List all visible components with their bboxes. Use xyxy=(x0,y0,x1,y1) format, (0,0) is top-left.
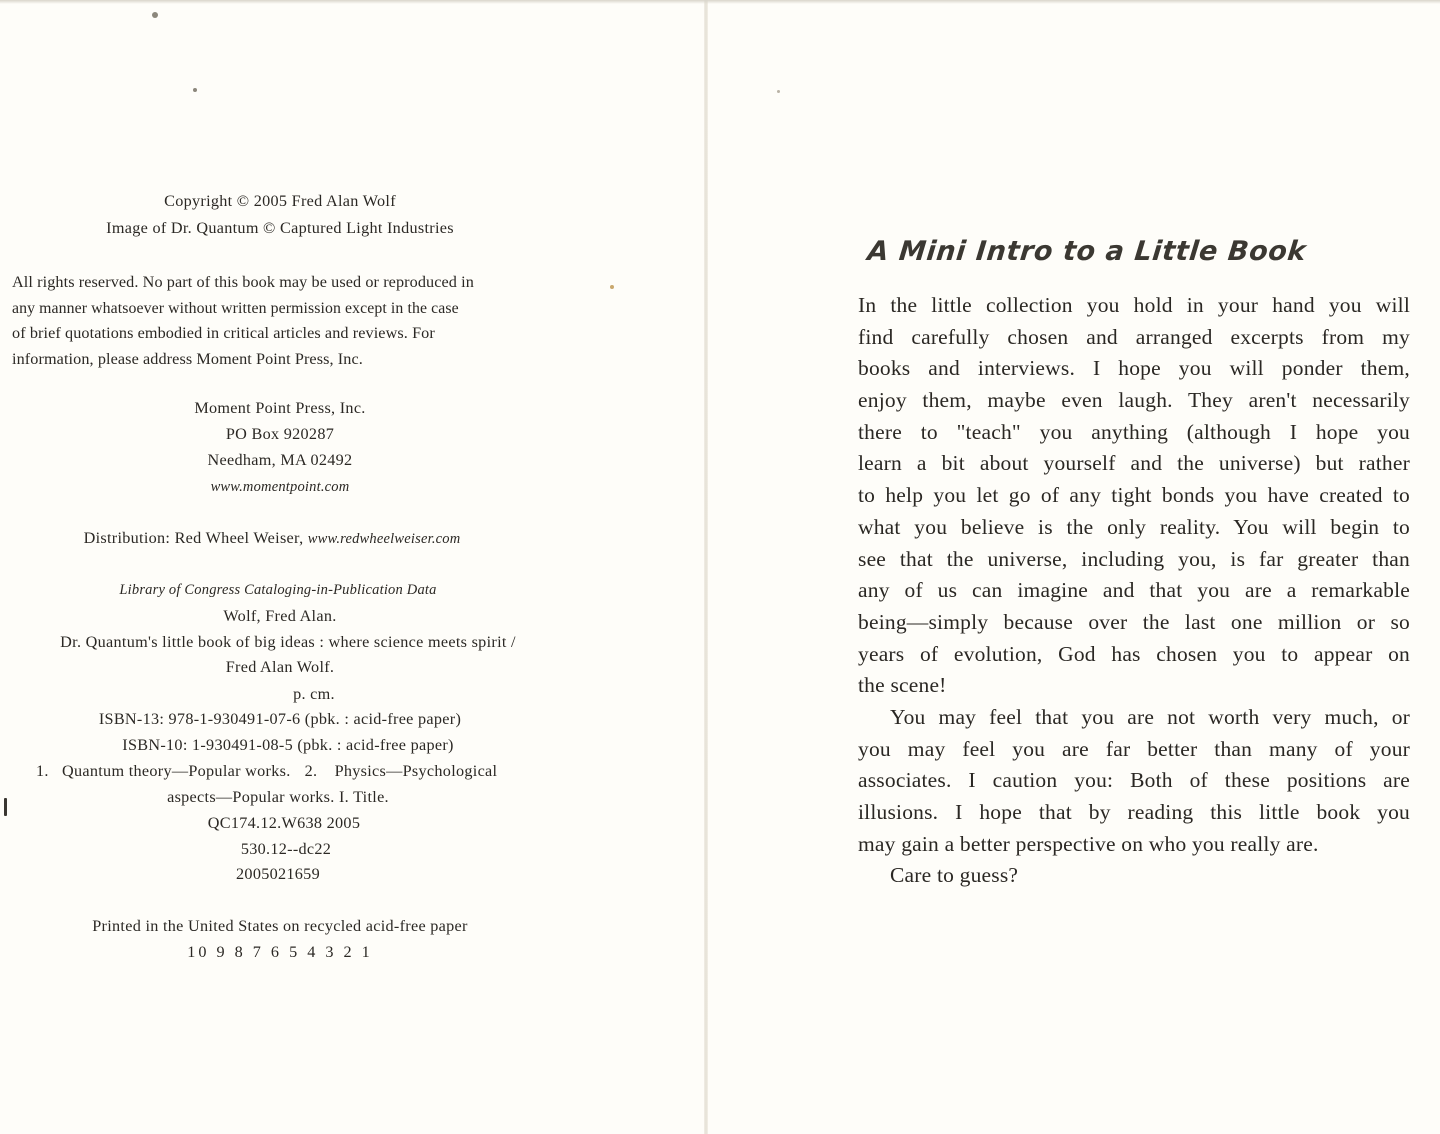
cip-isbn13: ISBN-13: 978-1-930491-07-6 (pbk. : acid-free paper) xyxy=(98,710,462,728)
scan-speck xyxy=(610,285,614,289)
copyright-line: Copyright © 2005 Fred Alan Wolf xyxy=(164,192,396,210)
page-top-edge xyxy=(0,0,1440,4)
intro-line: enjoy them, maybe even laugh. They aren't necessarily xyxy=(858,388,1410,413)
left-page xyxy=(0,0,706,1134)
intro-line: You may feel that you are not worth very much, or xyxy=(890,704,1410,729)
distribution-line xyxy=(0,529,552,548)
intro-line: In the little collection you hold in your hand you will xyxy=(858,293,1410,317)
cip-lccn: 2005021659 xyxy=(236,865,320,883)
publisher-name: Moment Point Press, Inc. xyxy=(194,399,366,417)
intro-body xyxy=(858,290,1410,892)
publisher-website: www.momentpoint.com xyxy=(210,479,350,495)
rights-line: All rights reserved. No part of this book may be used or reproduced in xyxy=(12,273,474,291)
rights-line: information, please address Moment Point Press, Inc. xyxy=(12,349,363,368)
cip-title-line-1: Dr. Quantum's little book of big ideas : where science meets spirit / xyxy=(60,633,516,651)
publisher-city: Needham, MA 02492 xyxy=(207,451,353,469)
publisher-po-box: PO Box 920287 xyxy=(225,425,335,443)
distribution-website: www.redwheelweiser.com xyxy=(307,531,461,547)
cip-subject-1: Quantum theory—Popular works. xyxy=(62,762,291,780)
cip-isbn10: ISBN-10: 1-930491-08-5 (pbk. : acid-free paper) xyxy=(122,736,454,754)
intro-line: what you believe is the only reality. You will begin to xyxy=(858,514,1410,539)
distribution-label: Distribution: Red Wheel Weiser, xyxy=(83,529,304,547)
cip-dewey: 530.12--dc22 xyxy=(240,840,332,858)
intro-line: any of us can imagine and that you are a remarkable xyxy=(858,578,1410,603)
cip-author: Wolf, Fred Alan. xyxy=(223,607,337,625)
cip-subject-number: 1. xyxy=(36,762,49,780)
intro-line: books and interviews. I hope you will ponder them, xyxy=(858,356,1410,381)
cip-subjects xyxy=(36,762,556,781)
cip-pages: p. cm. xyxy=(293,685,335,703)
scan-speck xyxy=(193,88,197,92)
intro-line: years of evolution, God has chosen you to appear on xyxy=(858,641,1410,666)
intro-line: find carefully chosen and arranged excerpts from my xyxy=(858,324,1410,349)
scan-speck xyxy=(777,90,780,93)
cip-subject-number: 2. xyxy=(304,762,318,780)
image-credit-line: Image of Dr. Quantum © Captured Light Industries xyxy=(106,219,454,237)
intro-line: learn a bit about yourself and the universe) but rather xyxy=(858,451,1410,476)
intro-line: associates. I caution you: Both of these positions are xyxy=(858,768,1410,793)
intro-line: may gain a better perspective on who you really are. xyxy=(858,831,1319,856)
cip-call-number: QC174.12.W638 2005 xyxy=(207,814,361,832)
rights-paragraph xyxy=(12,270,557,372)
cip-subject-continued: aspects—Popular works. I. Title. xyxy=(167,788,389,806)
intro-line: to help you let go of any tight bonds you have created to xyxy=(858,483,1410,508)
rights-line: any manner whatsoever without written permission except in the case xyxy=(12,299,459,317)
intro-line: see that the universe, including you, is far greater than xyxy=(858,546,1410,571)
rights-line: of brief quotations embodied in critical articles and reviews. For xyxy=(12,324,435,342)
cip-title-line-2: Fred Alan Wolf. xyxy=(225,658,335,676)
printed-line: Printed in the United States on recycled acid-free paper xyxy=(92,917,468,935)
intro-line: being—simply because over the last one million or so xyxy=(858,609,1410,634)
cip-heading: Library of Congress Cataloging-in-Publication Data xyxy=(119,582,437,598)
intro-line: the scene! xyxy=(858,673,947,698)
intro-line: illusions. I hope that by reading this little book you xyxy=(858,800,1410,824)
intro-line: you may feel you are far better than many of your xyxy=(858,736,1410,761)
print-number-line: 10 9 8 7 6 5 4 3 2 1 xyxy=(187,943,373,961)
scan-speck xyxy=(152,12,158,18)
intro-line: Care to guess? xyxy=(890,863,1019,888)
cip-subject-2: Physics—Psychological xyxy=(334,762,498,780)
book-spine xyxy=(704,0,708,1134)
intro-line: there to "teach" you anything (although I hope you xyxy=(858,419,1410,444)
intro-title: A Mini Intro to a Little Book xyxy=(866,236,1308,267)
